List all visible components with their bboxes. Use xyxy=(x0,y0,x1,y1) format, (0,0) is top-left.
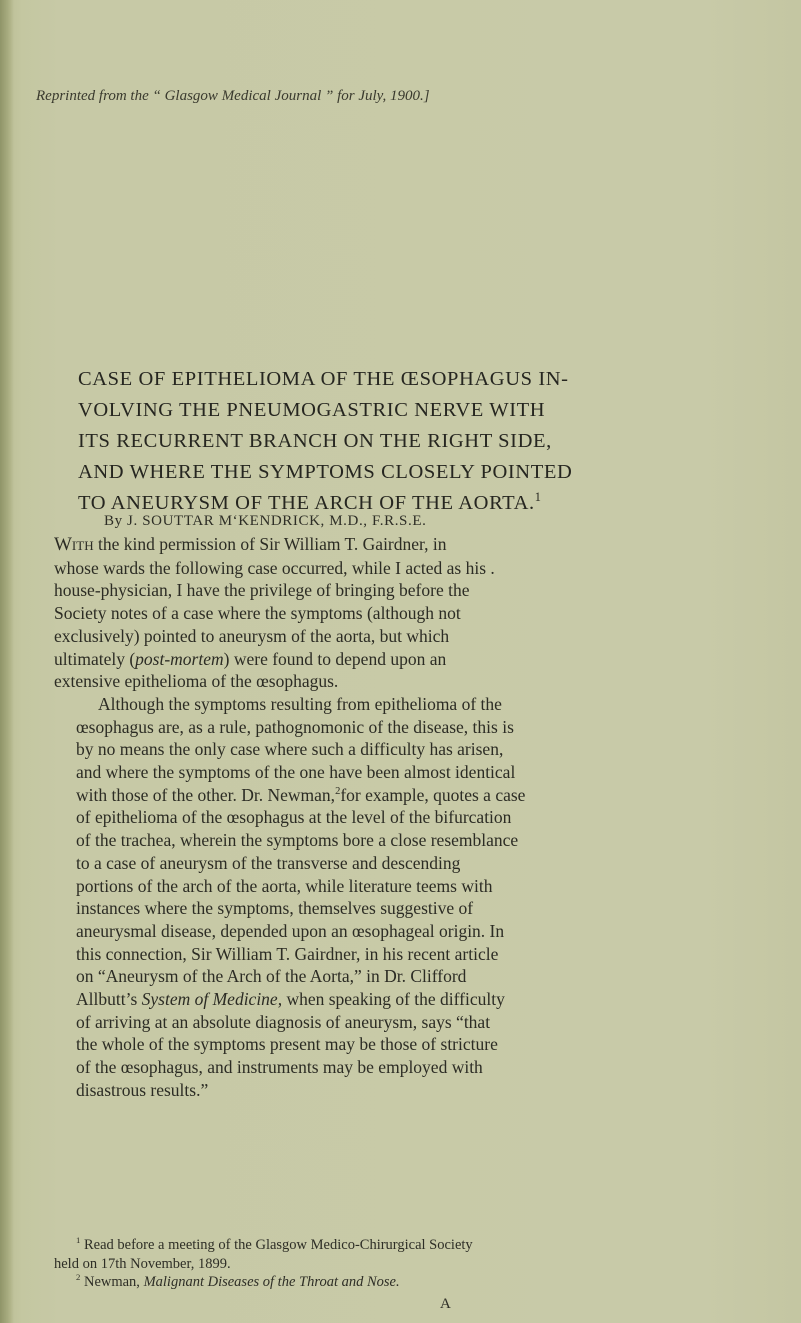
article-body xyxy=(54,533,770,1102)
paragraph xyxy=(54,693,770,1102)
paragraph-line: ultimately (post-mortem) were found to depend upon an xyxy=(54,648,447,669)
title-line: ITS RECURRENT BRANCH ON THE RIGHT SIDE, xyxy=(78,430,552,452)
page-binding-edge xyxy=(0,0,14,1323)
paragraph-line: Although the symptoms resulting from epithelioma of the xyxy=(98,693,502,714)
paragraph-line: of arriving at an absolute diagnosis of aneurysm, says “that xyxy=(76,1011,491,1032)
footnotes xyxy=(54,1236,770,1292)
paragraph-line: disastrous results.” xyxy=(76,1079,209,1100)
reprint-note: Reprinted from the “ Glasgow Medical Journal ” for July, 1900.] xyxy=(36,88,430,104)
footnote-mark: 2 xyxy=(335,785,341,797)
paragraph-line: of the œsophagus, and instruments may be employed with xyxy=(76,1057,483,1078)
paragraph-line: to a case of aneurysm of the transverse and descending xyxy=(76,852,461,873)
title-line: TO ANEURYSM OF THE ARCH OF THE AORTA.$^1$ xyxy=(78,490,542,514)
paragraph-line: instances where the symptoms, themselves suggestive of xyxy=(76,898,474,919)
footnote-line: $^2$ Newman, Malignant Diseases of the Throat and Nose. xyxy=(76,1272,400,1290)
paragraph-line: of epithelioma of the œsophagus at the level of the bifurcation xyxy=(76,807,512,828)
paragraph-line: aneurysmal disease, depended upon an œsophageal origin. In xyxy=(76,920,505,941)
paragraph-line: with those of the other. Dr. Newman,$^2$for example, quotes a case xyxy=(76,784,526,805)
author-byline: By J. SOUTTAR M‘KENDRICK, M.D., F.R.S.E. xyxy=(104,513,427,529)
title-line: CASE OF EPITHELIOMA OF THE ŒSOPHAGUS IN- xyxy=(78,368,569,390)
paragraph-line: Allbutt’s System of Medicine, when speaking of the difficulty xyxy=(76,989,505,1010)
paragraph-line: of the trachea, wherein the symptoms bore a close resemblance xyxy=(76,830,519,851)
paragraph-line: Society notes of a case where the symptoms (although not xyxy=(54,603,461,624)
paragraph-line: portions of the arch of the aorta, while literature teems with xyxy=(76,875,493,896)
title-line: AND WHERE THE SYMPTOMS CLOSELY POINTED xyxy=(78,461,573,483)
italic-title: System of Medicine, xyxy=(141,989,283,1010)
article-title xyxy=(78,364,758,519)
paragraph-line: house-physician, I have the privilege of bringing before the xyxy=(54,580,470,601)
italic-phrase: post-mortem xyxy=(135,648,224,669)
paragraph-line: With the kind permission of Sir William T. Gairdner, in xyxy=(54,534,447,555)
footnote-line: $^1$ Read before a meeting of the Glasgow Medico-Chirurgical Society xyxy=(76,1235,473,1253)
footnote-line: held on 17th November, 1899. xyxy=(54,1255,231,1272)
paragraph-line: whose wards the following case occurred, while I acted as his . xyxy=(54,557,495,578)
paragraph-line: and where the symptoms of the one have been almost identical xyxy=(76,762,516,783)
paragraph-line: this connection, Sir William T. Gairdner, in his recent article xyxy=(76,943,499,964)
paragraph-line: the whole of the symptoms present may be those of stricture xyxy=(76,1034,498,1055)
paragraph-line: on “Aneurysm of the Arch of the Aorta,” in Dr. Clifford xyxy=(76,966,467,987)
paragraph xyxy=(54,533,770,693)
paragraph-line: exclusively) pointed to aneurysm of the aorta, but which xyxy=(54,625,450,646)
paragraph-line: extensive epithelioma of the œsophagus. xyxy=(54,671,339,692)
title-footnote-mark: 1 xyxy=(534,490,542,505)
title-line: VOLVING THE PNEUMOGASTRIC NERVE WITH xyxy=(78,399,546,421)
drop-word: With xyxy=(54,534,94,555)
paragraph-line: œsophagus are, as a rule, pathognomonic of the disease, this is xyxy=(76,716,514,737)
paragraph-line: by no means the only case where such a difficulty has arisen, xyxy=(76,739,504,760)
signature-mark: A xyxy=(440,1296,451,1312)
